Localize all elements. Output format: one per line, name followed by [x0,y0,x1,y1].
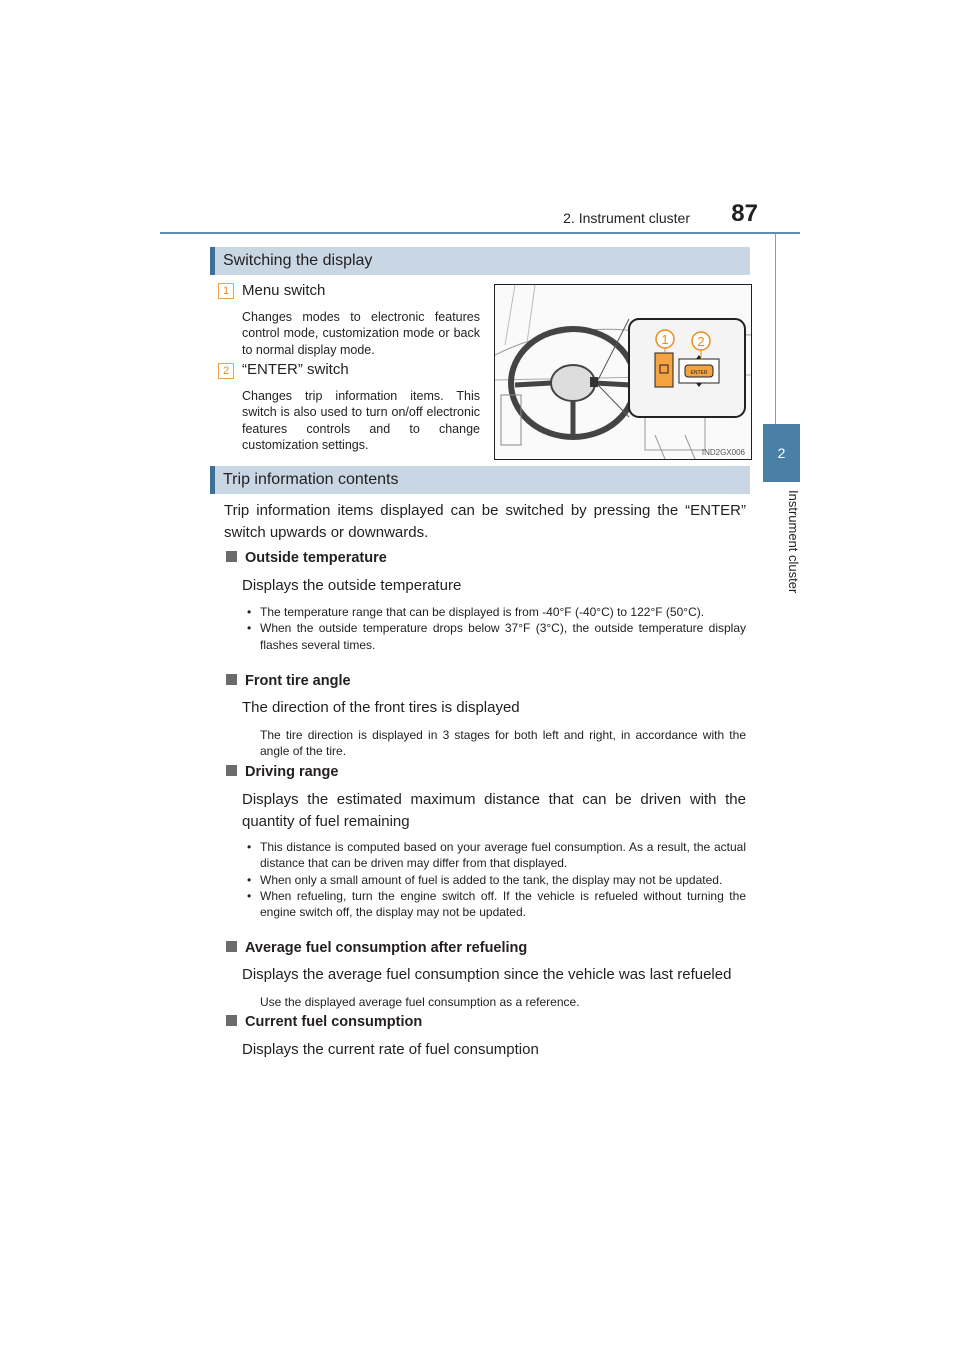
dashboard-drawing [495,285,751,459]
driving-range-desc: Displays the estimated maximum distance that can be driven with the quantity of fuel remaining [242,791,746,830]
callout-1-marker: 1 [218,283,234,299]
front-tire-desc: The direction of the front tires is displayed [242,699,520,716]
front-tire-heading: Front tire angle [226,673,351,689]
square-bullet-icon [226,674,237,685]
current-fuel-desc: Displays the current rate of fuel consumption [242,1041,539,1058]
side-tab-number: 2 [763,424,800,482]
list-item: • When the outside temperature drops below 37°F (3°C), the outside temperature display flashes several times. [242,620,746,653]
figure-callout-2: 2 [697,334,705,349]
header-rule [160,232,800,234]
callout-2-marker: 2 [218,363,234,379]
outside-temp-heading: Outside temperature [226,550,387,566]
outside-temp-notes [242,604,746,653]
trip-info-intro: Trip information items displayed can be switched by pressing the “ENTER” switch upwards or downwards. [224,502,746,541]
square-bullet-icon [226,1015,237,1026]
switching-display-heading: Switching the display [210,247,750,275]
enter-switch-desc: Changes trip information items. This switch is also used to turn on/off electronic features controls and to change customization settings. [242,389,480,452]
avg-fuel-heading: Average fuel consumption after refueling [226,940,527,956]
figure-enter-label: ENTER [690,370,708,376]
list-item: • The temperature range that can be displayed is from -40°F (-40°C) to 122°F (50°C). [242,604,746,620]
enter-switch-title: “ENTER” switch [242,361,349,378]
square-bullet-icon [226,765,237,776]
list-item: • When only a small amount of fuel is added to the tank, the display may not be updated. [242,872,746,888]
menu-switch-title: Menu switch [242,282,326,299]
running-header: 2. Instrument cluster [563,210,690,226]
square-bullet-icon [226,941,237,952]
menu-switch-desc: Changes modes to electronic features control mode, customization mode or back to normal display mode. [242,310,480,357]
side-tab-label: Instrument cluster [786,490,801,594]
avg-fuel-note: Use the displayed average fuel consumption as a reference. [260,995,580,1009]
page-number: 87 [731,200,758,227]
current-fuel-heading: Current fuel consumption [226,1014,422,1030]
list-item: • When refueling, turn the engine switch off. If the vehicle is refueled without turning the engine switch off, the display may not be updated. [242,888,746,921]
square-bullet-icon [226,551,237,562]
figure-callout-1: 1 [661,332,669,347]
driving-range-notes [242,839,746,920]
outside-temp-desc: Displays the outside temperature [242,577,462,594]
steering-wheel-illustration [494,284,752,460]
driving-range-heading: Driving range [226,764,338,780]
list-item: • This distance is computed based on your average fuel consumption. As a result, the actual distance that can be driven may differ from that displayed. [242,839,746,872]
trip-info-heading: Trip information contents [210,466,750,494]
figure-code: IND2GX006 [701,448,745,457]
side-tab-line [775,234,776,424]
avg-fuel-desc: Displays the average fuel consumption since the vehicle was last refueled [242,966,732,983]
front-tire-note: The tire direction is displayed in 3 stages for both left and right, in accordance with the angle of the tire. [260,728,746,759]
